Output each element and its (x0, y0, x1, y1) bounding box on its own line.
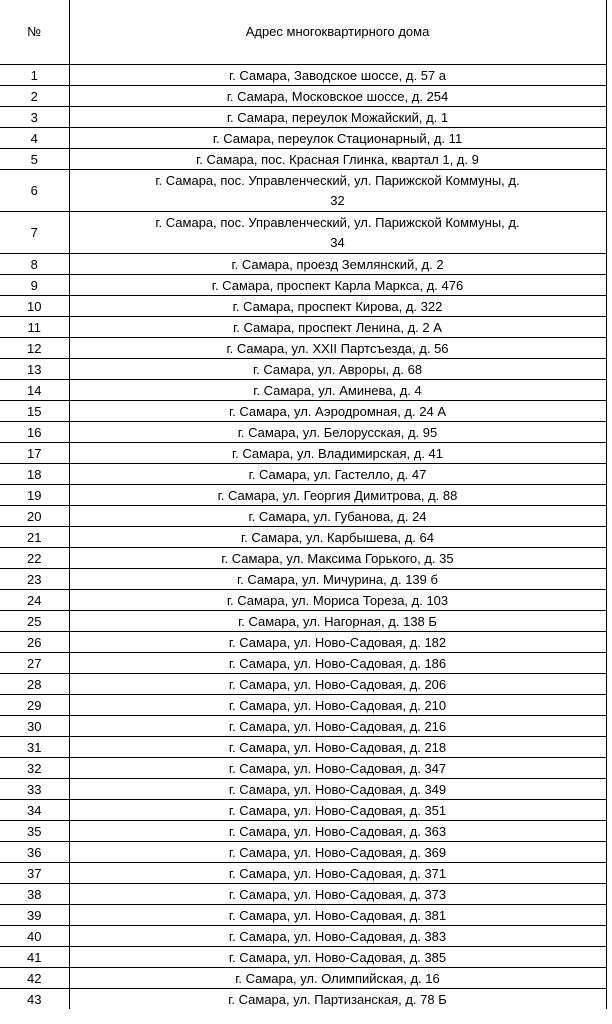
header-number: № (0, 0, 69, 65)
table-row (0, 674, 606, 695)
row-address: г. Самара, проспект Кирова, д. 322 (69, 296, 606, 317)
table-row (0, 695, 606, 716)
row-address: г. Самара, пос. Управленческий, ул. Парижской Коммуны, д. 34 (69, 212, 606, 254)
row-number: 3 (0, 107, 69, 128)
table-row (0, 632, 606, 653)
table-row (0, 275, 606, 296)
row-address: г. Самара, ул. Партизанская, д. 78 Б (69, 989, 606, 1010)
table-row (0, 800, 606, 821)
table-row (0, 170, 606, 212)
row-number: 5 (0, 149, 69, 170)
row-address: г. Самара, ул. Карбышева, д. 64 (69, 527, 606, 548)
row-number: 25 (0, 611, 69, 632)
row-number: 7 (0, 212, 69, 254)
row-address: г. Самара, ул. Ново-Садовая, д. 186 (69, 653, 606, 674)
row-number: 19 (0, 485, 69, 506)
row-number: 16 (0, 422, 69, 443)
row-address: г. Самара, ул. Аминева, д. 4 (69, 380, 606, 401)
row-address: г. Самара, ул. Максима Горького, д. 35 (69, 548, 606, 569)
table-row (0, 569, 606, 590)
table-row (0, 422, 606, 443)
row-number: 14 (0, 380, 69, 401)
row-number: 32 (0, 758, 69, 779)
row-address: г. Самара, ул. Георгия Димитрова, д. 88 (69, 485, 606, 506)
table-row (0, 212, 606, 254)
row-address: г. Самара, ул. Ново-Садовая, д. 371 (69, 863, 606, 884)
row-number: 36 (0, 842, 69, 863)
row-address: г. Самара, ул. Аэродромная, д. 24 А (69, 401, 606, 422)
row-number: 35 (0, 821, 69, 842)
table-row (0, 359, 606, 380)
table-row (0, 254, 606, 275)
row-number: 24 (0, 590, 69, 611)
table-row (0, 86, 606, 107)
table-row (0, 758, 606, 779)
row-number: 33 (0, 779, 69, 800)
row-number: 42 (0, 968, 69, 989)
row-number: 39 (0, 905, 69, 926)
row-address: г. Самара, Московское шоссе, д. 254 (69, 86, 606, 107)
row-address: г. Самара, ул. Ново-Садовая, д. 216 (69, 716, 606, 737)
table-row (0, 527, 606, 548)
table-row (0, 821, 606, 842)
row-number: 28 (0, 674, 69, 695)
row-address: г. Самара, ул. Губанова, д. 24 (69, 506, 606, 527)
table-row (0, 338, 606, 359)
row-address: г. Самара, ул. Нагорная, д. 138 Б (69, 611, 606, 632)
table-row (0, 611, 606, 632)
table-row (0, 107, 606, 128)
table-row (0, 464, 606, 485)
row-number: 18 (0, 464, 69, 485)
table-row (0, 968, 606, 989)
row-number: 23 (0, 569, 69, 590)
row-address: г. Самара, ул. Мичурина, д. 139 б (69, 569, 606, 590)
row-address: г. Самара, ул. XXII Партсъезда, д. 56 (69, 338, 606, 359)
row-address: г. Самара, пос. Красная Глинка, квартал 1, д. 9 (69, 149, 606, 170)
row-number: 8 (0, 254, 69, 275)
row-number: 20 (0, 506, 69, 527)
table-row (0, 65, 606, 86)
table-row (0, 947, 606, 968)
row-number: 13 (0, 359, 69, 380)
table-row (0, 401, 606, 422)
row-address: г. Самара, ул. Ново-Садовая, д. 369 (69, 842, 606, 863)
table-row (0, 128, 606, 149)
row-address: г. Самара, ул. Ново-Садовая, д. 182 (69, 632, 606, 653)
table-row (0, 905, 606, 926)
row-address: г. Самара, Заводское шоссе, д. 57 а (69, 65, 606, 86)
row-number: 2 (0, 86, 69, 107)
table-row (0, 317, 606, 338)
row-number: 31 (0, 737, 69, 758)
row-address: г. Самара, ул. Ново-Садовая, д. 383 (69, 926, 606, 947)
row-address: г. Самара, ул. Олимпийская, д. 16 (69, 968, 606, 989)
table-row (0, 737, 606, 758)
table-row (0, 863, 606, 884)
table-row (0, 926, 606, 947)
row-address: г. Самара, переулок Стационарный, д. 11 (69, 128, 606, 149)
table-row (0, 548, 606, 569)
table-row (0, 779, 606, 800)
row-address: г. Самара, ул. Владимирская, д. 41 (69, 443, 606, 464)
row-address: г. Самара, проспект Карла Маркса, д. 476 (69, 275, 606, 296)
table-row (0, 380, 606, 401)
row-address: г. Самара, ул. Ново-Садовая, д. 351 (69, 800, 606, 821)
row-address: г. Самара, ул. Мориса Тореза, д. 103 (69, 590, 606, 611)
row-address: г. Самара, ул. Ново-Садовая, д. 373 (69, 884, 606, 905)
header-row (0, 0, 606, 65)
row-number: 12 (0, 338, 69, 359)
row-address: г. Самара, ул. Ново-Садовая, д. 210 (69, 695, 606, 716)
row-address: г. Самара, проспект Ленина, д. 2 А (69, 317, 606, 338)
row-number: 41 (0, 947, 69, 968)
row-address: г. Самара, проезд Землянский, д. 2 (69, 254, 606, 275)
row-number: 15 (0, 401, 69, 422)
row-address: г. Самара, ул. Белорусская, д. 95 (69, 422, 606, 443)
row-number: 34 (0, 800, 69, 821)
table-row (0, 149, 606, 170)
table-header (0, 0, 606, 65)
table-row (0, 590, 606, 611)
row-address: г. Самара, ул. Гастелло, д. 47 (69, 464, 606, 485)
table-row (0, 443, 606, 464)
header-address: Адрес многоквартирного дома (69, 0, 606, 65)
row-number: 38 (0, 884, 69, 905)
row-number: 26 (0, 632, 69, 653)
row-address: г. Самара, ул. Ново-Садовая, д. 385 (69, 947, 606, 968)
table-row (0, 884, 606, 905)
row-number: 1 (0, 65, 69, 86)
row-number: 11 (0, 317, 69, 338)
table-row (0, 842, 606, 863)
row-number: 27 (0, 653, 69, 674)
row-number: 30 (0, 716, 69, 737)
row-number: 6 (0, 170, 69, 212)
row-number: 43 (0, 989, 69, 1010)
row-address: г. Самара, ул. Ново-Садовая, д. 381 (69, 905, 606, 926)
table-row (0, 296, 606, 317)
table-row (0, 653, 606, 674)
table-row (0, 485, 606, 506)
row-number: 21 (0, 527, 69, 548)
row-address: г. Самара, ул. Ново-Садовая, д. 218 (69, 737, 606, 758)
table-row (0, 506, 606, 527)
row-number: 10 (0, 296, 69, 317)
row-number: 17 (0, 443, 69, 464)
row-address: г. Самара, ул. Ново-Садовая, д. 206 (69, 674, 606, 695)
table-row (0, 989, 606, 1010)
row-address: г. Самара, ул. Ново-Садовая, д. 349 (69, 779, 606, 800)
table-row (0, 716, 606, 737)
row-number: 40 (0, 926, 69, 947)
row-address: г. Самара, переулок Можайский, д. 1 (69, 107, 606, 128)
row-address: г. Самара, пос. Управленческий, ул. Парижской Коммуны, д. 32 (69, 170, 606, 212)
row-number: 37 (0, 863, 69, 884)
row-address: г. Самара, ул. Ново-Садовая, д. 363 (69, 821, 606, 842)
row-number: 9 (0, 275, 69, 296)
row-address: г. Самара, ул. Авроры, д. 68 (69, 359, 606, 380)
row-number: 4 (0, 128, 69, 149)
row-number: 29 (0, 695, 69, 716)
row-address: г. Самара, ул. Ново-Садовая, д. 347 (69, 758, 606, 779)
table-body (0, 65, 606, 1010)
row-number: 22 (0, 548, 69, 569)
